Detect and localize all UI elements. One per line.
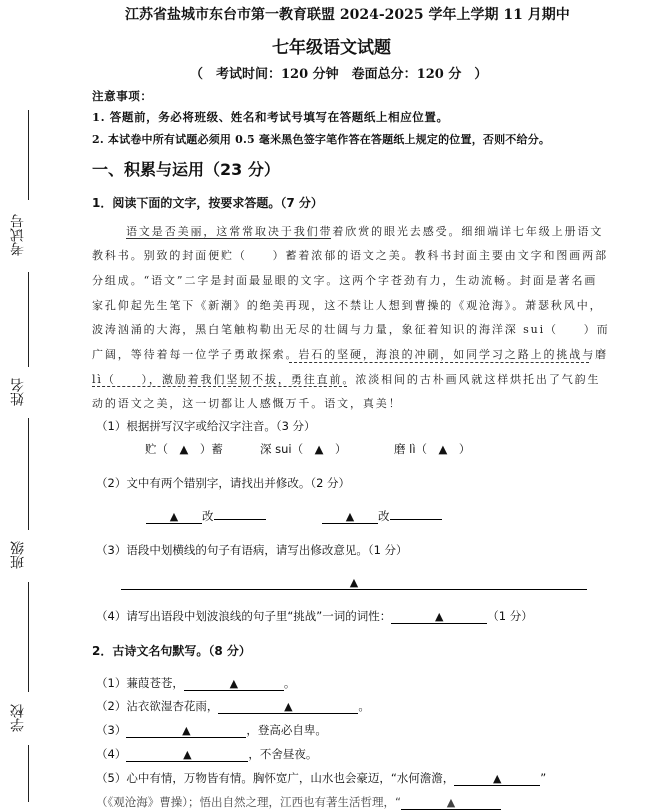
passage-line: 动的语文之美，这一切都让人感慨万千。语文，真美！ — [92, 397, 402, 410]
binding-line — [28, 745, 29, 802]
recitation-item — [96, 698, 370, 714]
binding-line — [28, 582, 29, 692]
recitation-item-partial — [96, 794, 501, 810]
answer-row — [121, 575, 587, 590]
side-label-school: 学校 — [10, 704, 26, 732]
item-suffix: ，不舍昼夜。 — [248, 747, 318, 761]
answer-row — [322, 508, 442, 524]
recitation-item — [96, 746, 317, 762]
item-suffix: ” — [540, 771, 547, 785]
passage-line: 教科书。别致的封面便贮（ ）蓄着浓郁的语文之美。教科书封面主要由文字和图画两部 — [92, 249, 608, 262]
item-suffix: ，登高必自卑。 — [246, 723, 327, 737]
item-prefix: （2）沾衣欲湿杏花雨， — [96, 699, 219, 713]
pinyin-item: 贮（ ▲ ）蓄 — [145, 442, 223, 456]
straight-underline — [126, 238, 331, 239]
note-item: 1. 答题前，务必将班级、姓名和考试号填写在答题纸上相应位置。 — [92, 110, 449, 124]
passage-line: 语文是否美丽，这常常取决于我们带着欣赏的眼光去感受。细细端详七年级上册语文 — [126, 225, 604, 238]
passage-line: 波涛汹涌的大海，黑白笔触构勒出无尽的壮阔与力量，象征着知识的海洋深 sui（ ）而 — [92, 323, 610, 336]
pinyin-item: 深 sui（ ▲ ） — [260, 442, 347, 456]
answer-blank[interactable]: ▲ — [454, 772, 540, 786]
binding-line — [28, 110, 29, 200]
item-suffix: 。 — [358, 699, 370, 713]
binding-margin — [0, 0, 40, 802]
side-label-name: 姓名 — [10, 378, 26, 406]
answer-blank[interactable]: ▲ — [218, 700, 358, 714]
sub-question-3: （3）语段中划横线的句子有语病，请写出修改意见。（1 分） — [96, 543, 408, 557]
answer-blank[interactable]: ▲ — [322, 510, 378, 524]
answer-blank[interactable]: ▲ — [146, 510, 202, 524]
item-prefix: （3） — [96, 723, 127, 737]
change-word: 改 — [378, 509, 390, 523]
recitation-item — [96, 675, 295, 691]
item-prefix: （1）蒹葭苍苍， — [96, 676, 184, 690]
recitation-item — [96, 722, 327, 738]
item-suffix: 。 — [283, 676, 296, 690]
side-label-exam-number: 考试号 — [10, 214, 26, 256]
answer-blank[interactable]: ▲ — [184, 677, 284, 691]
passage-line: lì（ ），激励着我们坚韧不拔，勇往直前。浓淡相间的古朴画风就这样烘托出了气韵生 — [92, 373, 601, 386]
item-text: （《观沧海》曹操）；悟出自然之理，江西也有著生活哲理，“ — [96, 795, 401, 809]
note-item: 2. 本试卷中所有试题必须用 0.5 毫米黑色签字笔作答在答题纸上规定的位置，否则不给分。 — [92, 133, 551, 146]
sub-question-2: （2）文中有两个错别字，请找出并修改。（2 分） — [96, 476, 351, 490]
change-word: 改 — [202, 509, 214, 523]
question-2-title: 2．古诗文名句默写。（8 分） — [92, 644, 251, 658]
item-prefix: （5）心中有情，万物皆有情。胸怀宽广，山水也会豪迈，“水何澹澹， — [96, 771, 455, 785]
answer-blank[interactable]: ▲ — [126, 724, 246, 738]
sub-question-1: （1）根据拼写汉字或给汉字注音。（3 分） — [96, 419, 316, 433]
answer-blank[interactable]: ▲ — [126, 748, 248, 762]
answer-blank[interactable]: ▲ — [121, 576, 587, 590]
question-1-title: 1．阅读下面的文字，按要求答题。（7 分） — [92, 196, 323, 210]
side-label-class: 班级 — [10, 541, 26, 569]
item-prefix: （4） — [96, 747, 127, 761]
recitation-item — [96, 770, 546, 786]
passage-line: 家孔仰起先生笔下《新潮》的绝美再现，这不禁让人想到曹操的《观沧海》。萧瑟秋风中， — [92, 299, 603, 312]
exam-info: （ 考试时间：120 分钟 卷面总分：120 分 ） — [190, 67, 488, 82]
passage-line: 分组成。“语文”二字是封面最显眼的文字。这两个字苍劲有力，生动流畅。封面是著名画 — [92, 274, 598, 287]
answer-row — [146, 508, 266, 524]
notes-heading: 注意事项： — [92, 89, 153, 103]
answer-blank[interactable] — [214, 519, 266, 520]
wavy-underline — [289, 362, 589, 363]
score-label: （1 分） — [487, 609, 533, 623]
sub-question-4-text: （4）请写出语段中划波浪线的句子里“挑战”一词的词性： — [96, 609, 392, 623]
answer-blank[interactable] — [390, 519, 442, 520]
section-title: 一、积累与运用（23 分） — [92, 160, 280, 179]
sub-question-4 — [96, 608, 533, 624]
exam-subtitle: 七年级语文试题 — [272, 38, 391, 58]
binding-line — [28, 418, 29, 530]
answer-blank[interactable]: ▲ — [391, 610, 487, 624]
exam-title: 江苏省盐城市东台市第一教育联盟 2024-2025 学年上学期 11 月期中 — [125, 7, 570, 23]
binding-line — [28, 272, 29, 367]
answer-blank[interactable]: ▲ — [401, 796, 501, 810]
wavy-underline — [92, 386, 347, 387]
pinyin-item: 磨 lì（ ▲ ） — [394, 442, 471, 456]
passage-line: 广阔，等待着每一位学子勇敢探索。岩石的坚硬，海浪的冲刷，如同学习之路上的挑战与磨 — [92, 348, 608, 361]
